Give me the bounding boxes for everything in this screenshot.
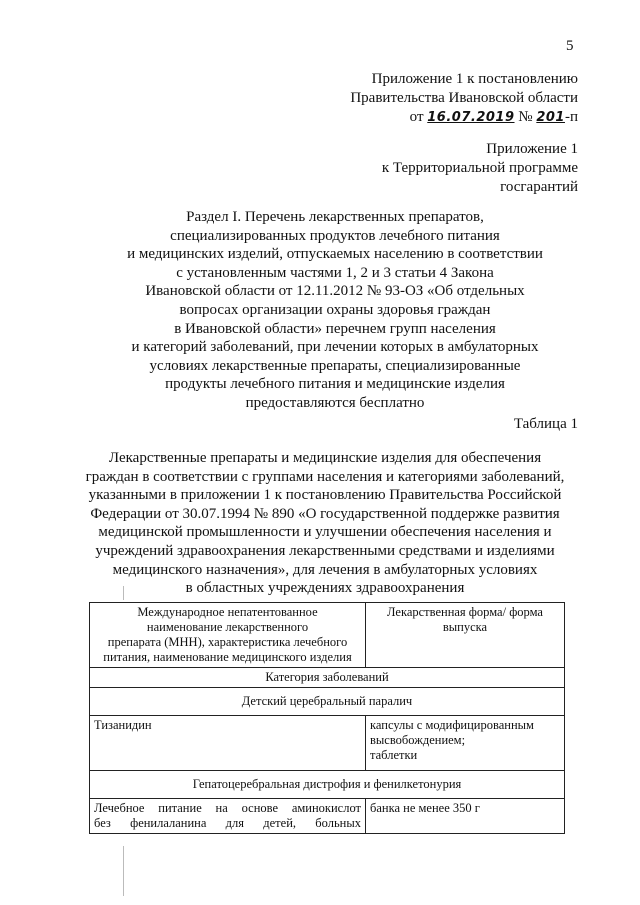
section-title-line: специализированных продуктов лечебного питания	[170, 227, 500, 244]
table-row	[90, 688, 565, 716]
section-title-line: в Ивановской области» перечнем групп населения	[174, 320, 496, 337]
scan-mark	[123, 846, 124, 896]
approval-line-3	[410, 108, 578, 127]
intro-line: в областных учреждениях здравоохранения	[185, 580, 465, 597]
intro-line: медицинского назначения», для лечения в амбулаторных условиях	[112, 561, 538, 578]
scan-mark	[123, 586, 124, 600]
annex-line-2: к Территориальной программе	[381, 160, 578, 176]
approval-block	[350, 70, 578, 127]
drug-name-cell: Лечебное питание на основе аминокислот без фенилаланина для детей, больных	[90, 799, 366, 834]
approval-line-2: Правительства Ивановской области	[350, 90, 578, 106]
intro-paragraph	[80, 449, 570, 598]
section-title-line: и медицинских изделий, отпускаемых населению в соответствии	[127, 246, 543, 263]
approval-number-label: №	[518, 109, 533, 125]
section-title-line: предоставляются бесплатно	[245, 394, 425, 411]
approval-date-prefix: от	[409, 109, 424, 125]
section-title	[100, 208, 570, 413]
table-row	[90, 771, 565, 799]
section-title-line: продукты лечебного питания и медицинские изделия	[165, 376, 505, 393]
header-form-cell: Лекарственная форма/ форма выпуска	[366, 603, 565, 668]
medication-table	[89, 602, 565, 834]
disease-category: Детский церебральный паралич	[90, 688, 565, 716]
section-title-line: и категорий заболеваний, при лечении которых в амбулаторных	[131, 339, 539, 356]
drug-form-cell: капсулы с модифицированным высвобождением; таблетки	[366, 716, 565, 771]
category-header: Категория заболеваний	[90, 668, 565, 688]
table-row	[90, 799, 565, 834]
annex-line-3: госгарантий	[500, 179, 578, 195]
intro-line: Федерации от 30.07.1994 № 890 «О государственной поддержке развития	[90, 505, 560, 522]
intro-line: указанными в приложении 1 к постановлению Правительства Российской	[88, 487, 562, 504]
drug-name-cell: Тизанидин	[90, 716, 366, 771]
intro-line: медицинской промышленности и улучшении обеспечения населения и	[98, 524, 552, 541]
drug-form-cell: банка не менее 350 г	[366, 799, 565, 834]
table-caption: Таблица 1	[513, 416, 578, 432]
intro-line: Лекарственные препараты и медицинские изделия для обеспечения	[108, 450, 542, 466]
intro-line: учреждений здравоохранения лекарственными средствами и изделиями	[95, 542, 555, 559]
intro-line: граждан в соответствии с группами населения и категориями заболеваний,	[85, 468, 565, 485]
table-row	[90, 716, 565, 771]
annex-line-1: Приложение 1	[486, 141, 578, 157]
section-title-line: условиях лекарственные препараты, специализированные	[149, 357, 521, 374]
approval-line-1: Приложение 1 к постановлению	[371, 71, 578, 87]
header-name-cell: Международное непатентованное наименование лекарственного препарата (МНН), характеристика лечебного питания, наименование медицинского изделия	[90, 603, 366, 668]
annex-block	[382, 140, 578, 197]
handwritten-number: 201	[536, 110, 565, 125]
section-title-line: Ивановской области от 12.11.2012 № 93-ОЗ «Об отдельных	[145, 283, 525, 300]
section-title-line: с установленным частями 1, 2 и 3 статьи 4 Закона	[176, 264, 494, 281]
page-number: 5	[566, 38, 574, 54]
section-title-line: вопросах организации охраны здоровья граждан	[179, 301, 491, 318]
table-header-row	[90, 603, 565, 668]
table-row	[90, 668, 565, 688]
handwritten-date: 16.07.2019	[427, 110, 515, 125]
disease-category: Гепатоцеребральная дистрофия и фенилкетонурия	[90, 771, 565, 799]
section-title-line: Раздел I. Перечень лекарственных препаратов,	[186, 209, 484, 225]
approval-suffix: -п	[564, 109, 578, 125]
